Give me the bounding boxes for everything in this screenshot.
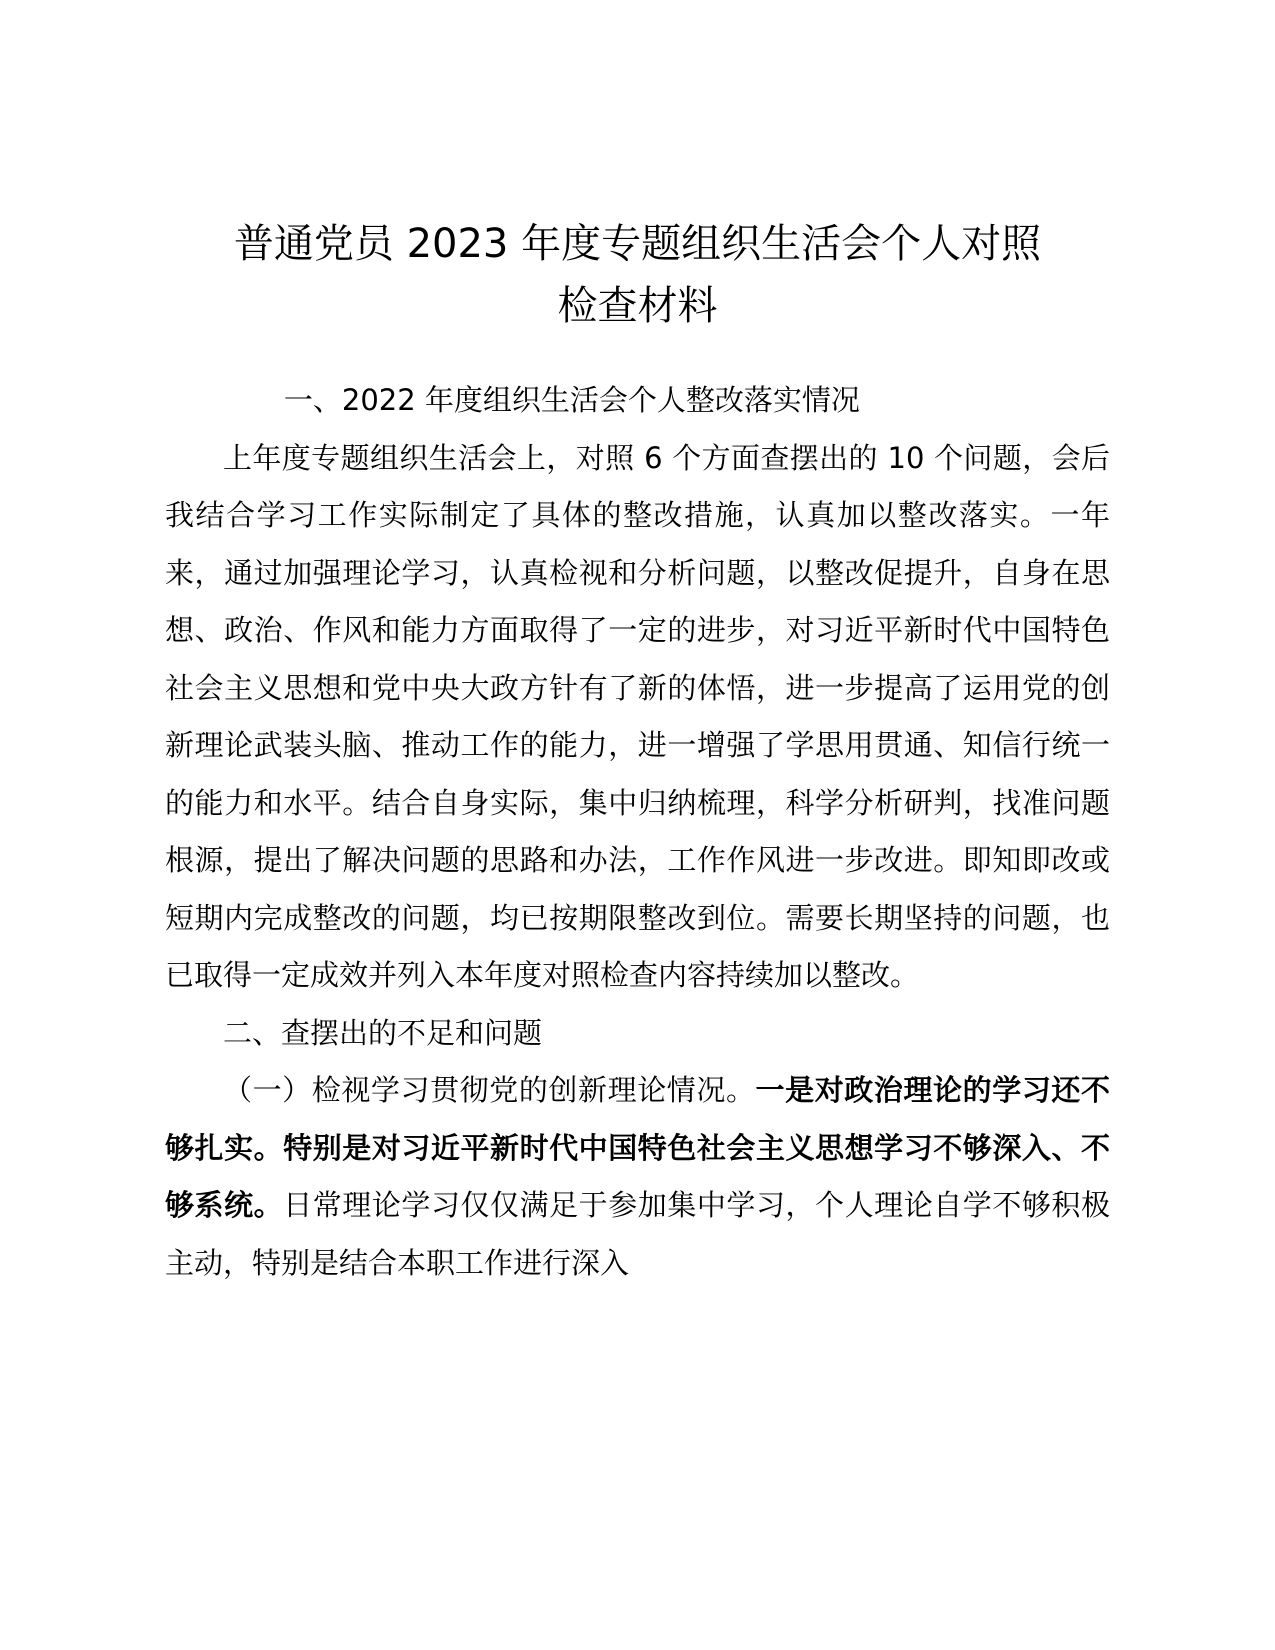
subsection-1-text: 日常理论学习仅仅满足于参加集中学习，个人理论自学不够积极主动，特别是结合本职工作进行深入 (165, 1188, 1110, 1280)
section-2-heading: 二、查摆出的不足和问题 (223, 1015, 543, 1050)
section-1-paragraph: 上年度专题组织生活会上，对照 6 个方面查摆出的 10 个问题，会后我结合学习工作实际制定了具体的整改措施，认真加以整改落实。一年来，通过加强理论学习，认真检视和分析问题，以整改促提升，自身在思想、政治、作风和能力方面取得了一定的进步，对习近平新时代中国特色社会主义思想和党中央大政方针有了新的体悟，进一步提高了运用党的创新理论武装头脑、推动工作的能力，进一增强了学思用贯通、知信行统一的能力和水平。结合自身实际，集中归纳梳理，科学分析研判，找准问题根源，提出了解决问题的思路和办法，工作作风进一步改进。即知即改或短期内完成整改的问题，均已按期限整改到位。需要长期坚持的问题，也已取得一定成效并列入本年度对照检查内容持续加以整改。 (165, 440, 1110, 992)
section-1-heading: 一、2022 年度组织生活会个人整改落实情况 (283, 383, 860, 417)
title-line-1: 普通党员 2023 年度专题组织生活会个人对照 (233, 221, 1042, 267)
subsection-1-bold-text: 一是对政治理论的学习还不够扎实。特别是对习近平新时代中国特色社会主义思想学习不够深入、不够系统。 (165, 1073, 1110, 1222)
subsection-1-paragraph (165, 1062, 1110, 1292)
document-body (165, 372, 1110, 1292)
document-title (165, 213, 1110, 337)
subsection-1-lead: （一）检视学习贯彻党的创新理论情况。 (223, 1073, 756, 1107)
title-line-2: 检查材料 (557, 283, 718, 329)
